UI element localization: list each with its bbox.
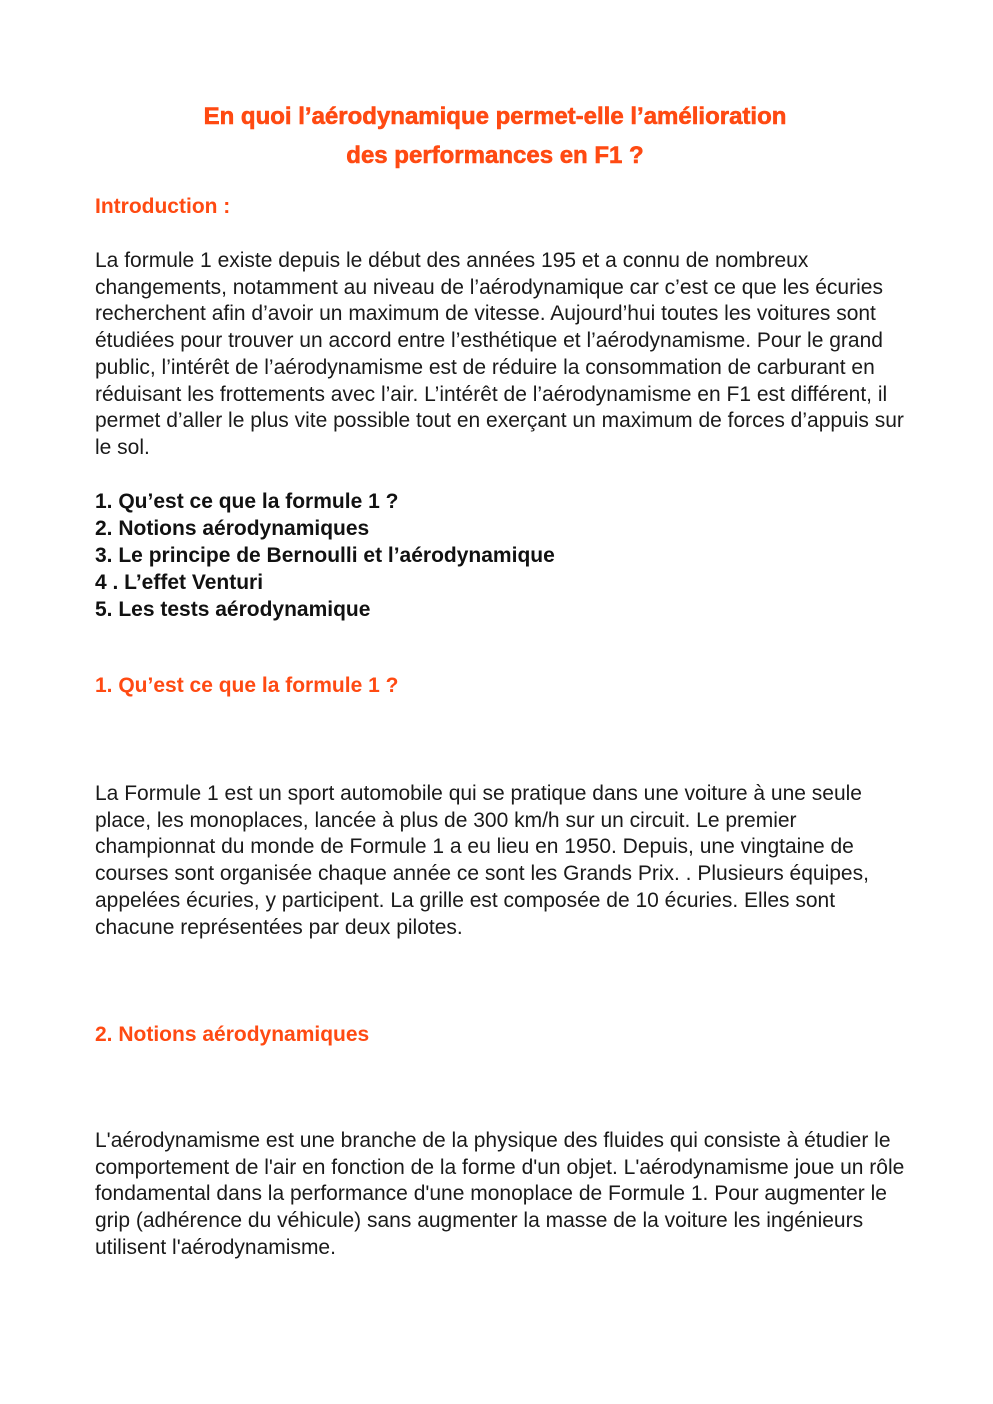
toc-item: 4 . L’effet Venturi: [95, 571, 264, 594]
intro-paragraph: La formule 1 existe depuis le début des années 195 et a connu de nombreux changements, notamment au niveau de l’aérodynamique car c’est ce que les écuries recherchent afin d’avoir un maximum de vitesse. Aujourd’hui toutes les voitures sont étudiées pour trouver un accord entre l’esthétique et l’aérodynamisme. Pour le grand public, l’intérêt de l’aérodynamisme est de réduire la consommation de carburant en réduisant les frottements avec l’air. L’intérêt de l’aérodynamisme en F1 est différent, il permet d’aller le plus vite possible tout en exerçant un maximum de forces d’appuis sur le sol.: [95, 249, 904, 459]
table-of-contents: [95, 488, 555, 623]
document-title-line-2: des performances en F1 ?: [346, 142, 644, 169]
toc-item: 2. Notions aérodynamiques: [95, 517, 370, 540]
toc-item: 1. Qu’est ce que la formule 1 ?: [95, 490, 399, 513]
toc-item: 3. Le principe de Bernoulli et l’aérodynamique: [95, 544, 555, 567]
document-title: [95, 97, 895, 175]
intro-heading: Introduction :: [95, 195, 231, 218]
section-2-paragraph: L'aérodynamisme est une branche de la physique des fluides qui consiste à étudier le comportement de l'air en fonction de la forme d'un objet. L'aérodynamisme joue un rôle fondamental dans la performance d'une monoplace de Formule 1. Pour augmenter le grip (adhérence du véhicule) sans augmenter la masse de la voiture les ingénieurs utilisent l'aérodynamisme.: [95, 1129, 905, 1259]
section-1-heading: 1. Qu’est ce que la formule 1 ?: [95, 674, 399, 697]
section-2-heading: 2. Notions aérodynamiques: [95, 1023, 370, 1046]
section-1-paragraph: La Formule 1 est un sport automobile qui se pratique dans une voiture à une seule place, les monoplaces, lancée à plus de 300 km/h sur un circuit. Le premier championnat du monde de Formule 1 a eu lieu en 1950. Depuis, une vingtaine de courses sont organisée chaque année ce sont les Grands Prix. . Plusieurs équipes, appelées écuries, y participent. La grille est composée de 10 écuries. Elles sont chacune représentées par deux pilotes.: [95, 782, 869, 939]
document-title-line-1: En quoi l’aérodynamique permet-elle l’amélioration: [203, 103, 787, 130]
toc-item: 5. Les tests aérodynamique: [95, 598, 371, 621]
